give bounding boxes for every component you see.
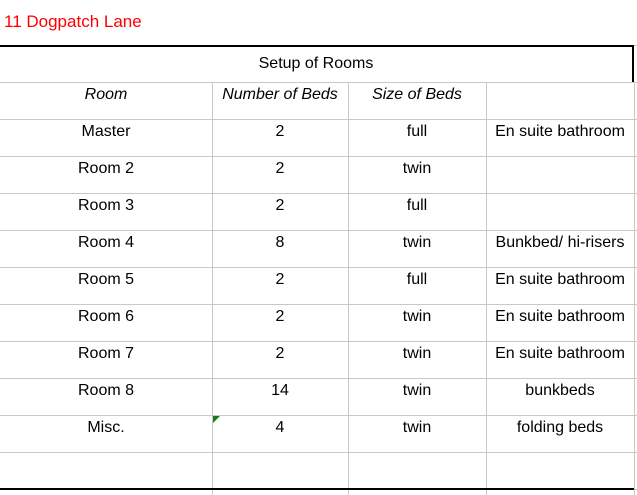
table-border-right	[632, 45, 634, 82]
cell-notes[interactable]	[486, 187, 634, 224]
cell-room[interactable]: Room 6	[77, 308, 135, 325]
grid-column-line	[634, 82, 635, 495]
table-border-bottom	[0, 488, 634, 490]
cell-room[interactable]: Room 4	[77, 234, 135, 251]
address-title: 11 Dogpatch Lane	[4, 12, 142, 31]
cell-notes[interactable]: En suite bathroom	[495, 308, 625, 325]
cell-room[interactable]: Room 7	[77, 345, 135, 362]
cell-room[interactable]: Misc.	[87, 419, 125, 436]
cell-notes[interactable]: En suite bathroom	[495, 345, 625, 362]
cell-size-of-beds[interactable]: full	[406, 123, 428, 140]
cell-size-of-beds[interactable]: twin	[402, 234, 432, 251]
cell-number-of-beds[interactable]: 4	[275, 419, 285, 436]
cell-notes[interactable]: folding beds	[516, 419, 604, 436]
cell-room[interactable]: Room 3	[77, 197, 135, 214]
cell-number-of-beds[interactable]: 2	[275, 123, 285, 140]
cell-number-of-beds[interactable]: 14	[271, 382, 289, 399]
cell-number-of-beds[interactable]: 2	[275, 308, 285, 325]
cell-size-of-beds[interactable]: twin	[402, 308, 432, 325]
cell-room[interactable]: Room 8	[77, 382, 135, 399]
cell-room[interactable]: Room 2	[77, 160, 135, 177]
header-number-of-beds[interactable]: Number of Beds	[222, 86, 338, 103]
cell-notes[interactable]	[486, 150, 634, 187]
cell-number-of-beds[interactable]: 2	[275, 271, 285, 288]
header-notes[interactable]	[486, 76, 632, 113]
cell-room[interactable]: Room 5	[77, 271, 135, 288]
cell-size-of-beds[interactable]: full	[406, 197, 428, 214]
cell-number-of-beds[interactable]: 2	[275, 160, 285, 177]
grid-row-line	[0, 452, 637, 453]
comment-indicator-icon[interactable]	[213, 416, 220, 423]
header-size-of-beds[interactable]: Size of Beds	[372, 86, 462, 103]
cell-size-of-beds[interactable]: twin	[402, 160, 432, 177]
cell-number-of-beds[interactable]: 2	[275, 345, 285, 362]
cell-notes[interactable]: bunkbeds	[525, 382, 595, 399]
cell-room[interactable]: Master	[81, 123, 131, 140]
cell-size-of-beds[interactable]: twin	[402, 419, 432, 436]
table-title[interactable]: Setup of Rooms	[258, 55, 374, 72]
cell-number-of-beds[interactable]: 2	[275, 197, 285, 214]
cell-size-of-beds[interactable]: full	[406, 271, 428, 288]
cell-size-of-beds[interactable]: twin	[402, 345, 432, 362]
header-room[interactable]: Room	[84, 86, 128, 103]
cell-notes[interactable]: Bunkbed/ hi-risers	[495, 234, 625, 251]
cell-number-of-beds[interactable]: 8	[275, 234, 285, 251]
cell-size-of-beds[interactable]: twin	[402, 382, 432, 399]
cell-notes[interactable]: En suite bathroom	[495, 271, 625, 288]
cell-notes[interactable]: En suite bathroom	[495, 123, 625, 140]
